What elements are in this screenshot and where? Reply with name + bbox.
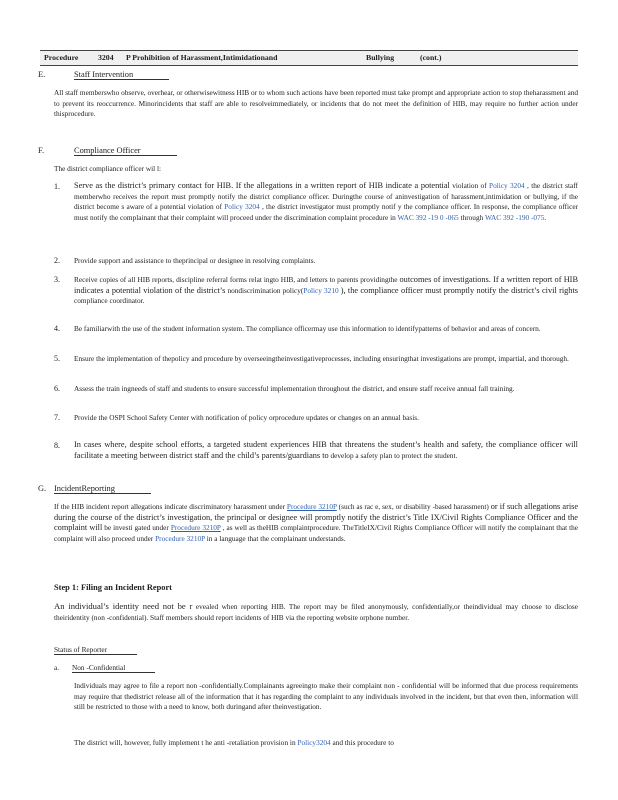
status-of-reporter-heading: Status of Reporter: [54, 645, 137, 654]
step-1-body: An individual’s identity need not be r evealed when reporting HIB. The report may be filed anonymously, confidentially,or theindividual may choose to disclose theiridentity (non -confidential). Staff members should report incidents of HIB via the reporting website orphone number.: [54, 601, 578, 622]
subsection-a-heading: a. Non -Confidential: [54, 663, 155, 672]
list-item-6: Assess the train ingneeds of staff and students to ensure successful implementation throughout the district, and ensure staff receive annual fall training.: [74, 384, 515, 393]
item-number: 4.: [54, 324, 60, 333]
policy-3204-link[interactable]: Policy 3204: [224, 202, 260, 211]
procedure-3210p-link[interactable]: Procedure 3210P: [286, 502, 337, 511]
section-e-title: Staff Intervention: [74, 70, 169, 80]
list-item-2: Provide support and assistance to theprincipal or designee in resolving complaints.: [74, 256, 316, 265]
section-e-heading: E. Staff Intervention: [38, 70, 169, 79]
procedure-cont: (cont.): [420, 53, 442, 62]
policy-3204-link[interactable]: Policy 3204: [489, 181, 525, 190]
wac-link[interactable]: WAC 392 -19 0 -065: [397, 212, 459, 222]
procedure-3210p-link[interactable]: Procedure 3210P: [155, 533, 205, 543]
list-item-4: Be familiarwith the use of the student information system. The compliance officermay use this information to identifypatterns of behavior and areas of concern.: [74, 324, 541, 333]
list-item-7: Provide the OSPI School Safety Center with notification of policy orprocedure updates or changes on an annual basis.: [74, 413, 419, 422]
procedure-3210p-link[interactable]: Procedure 3210P: [170, 523, 221, 532]
section-f-title: Compliance Officer: [74, 146, 177, 156]
section-g-body: If the HIB incident report allegations indicate discriminatory harassment under Procedure 3210P (such as rac e, sex, or disability -based harassment) or if such allegations arise during the course of the district’s investigation, the principal or designee will promptly notify the district’s Title IX/Civil Rights Compliance Officer and the complaint will be investi gated under Procedure 3210P , as well as theHIB complaintprocedure. TheTitleIX/Civil Rights Compliance Officer will notify the complainant that the complaint will also proceed under Procedure 3210P in a language that the complainant understands.: [54, 502, 579, 543]
item-number: 3.: [54, 275, 60, 284]
list-item-3: Receive copies of all HIB reports, discipline referral forms relat ingto HIB, and letters to parents providingthe outcomes of investigations. If a written report of HIB indicates a potential violation of the district’s nondiscrimination policy(Policy 3210 ), the compliance officer must promptly notify the district’s civil rights compliance coordinator.: [74, 275, 578, 305]
step-1-heading: Step 1: Filing an Incident Report: [54, 583, 172, 592]
procedure-title-bullying: Bullying: [366, 53, 395, 62]
section-g-title: IncidentReporting: [54, 484, 151, 494]
section-f-heading: F. Compliance Officer: [38, 146, 177, 155]
item-number: 2.: [54, 256, 60, 265]
policy-3210-link[interactable]: Policy 3210: [303, 285, 339, 295]
list-item-8: In cases where, despite school efforts, a targeted student experiences HIB that threatens the student’s health and safety, the compliance officer will facilitate a meeting between district staff and the child’s parents/guardians to develop a safety plan to protect the student.: [74, 440, 578, 460]
section-g-heading: G. IncidentReporting: [38, 484, 151, 493]
procedure-number: 3204: [98, 53, 114, 62]
wac-link[interactable]: WAC 392 -190 -075: [484, 212, 545, 222]
policy-3204-link[interactable]: Policy3204: [297, 738, 331, 747]
item-number: 1.: [54, 182, 60, 191]
section-f-intro: The district compliance officer wil l:: [54, 164, 162, 173]
subsection-a-body: Individuals may agree to file a report non -confidentially.Complainants agreeingto make their complaint non - confidential will be informed that due process requirements may require that thedistrict release all of the information that it has regarding the complaint to any individuals involved in the incident, but that even then, information will still be restricted to those with a need to know, both duringand after theinvestigation.: [74, 681, 578, 711]
item-number: 5.: [54, 354, 60, 363]
section-e-body: All staff memberswho observe, overhear, or otherwisewitness HIB or to whom such actions have been reported must take prompt and appropriate action to stop theharassment and to prevent its reoccurrence. Minorincidents that staff are able to resolveimmediately, or incidents that do not meet the definition of HIB, may require no further action under thisprocedure.: [54, 88, 578, 118]
procedure-header: [40, 50, 578, 66]
subsection-a-final-line: The district will, however, fully implement t he anti -retaliation provision in Policy3204 and this procedure to: [74, 738, 394, 747]
item-number: 7.: [54, 413, 60, 422]
list-item-5: Ensure the implementation of thepolicy and procedure by overseeingtheinvestigativeprocesses, including ensuringthat investigations are prompt, impartial, and thorough.: [74, 354, 569, 363]
list-item-1: Serve as the district’s primary contact for HIB. If the allegations in a written report of HIB indicate a potential violation of Policy 3204 , the district staff memberwho receives the report must promptly notify the district compliance officer. Duringthe course of aninvestigation of harassment,intimidation or bullying, if the district become s aware of a potential violation of Policy 3204 , the district investigator must promptly notif y the compliance officer. In response, the compliance officer must notify the complainant that their complaint will proceed under the discrimination complaint procedure in WAC 392 -19 0 -065 through WAC 392 -190 -075.: [74, 181, 578, 222]
procedure-label: Procedure: [44, 53, 79, 62]
item-number: 8.: [54, 441, 60, 450]
procedure-title: P Prohibition of Harassment,Intimidationand: [126, 53, 278, 62]
item-number: 6.: [54, 384, 60, 393]
